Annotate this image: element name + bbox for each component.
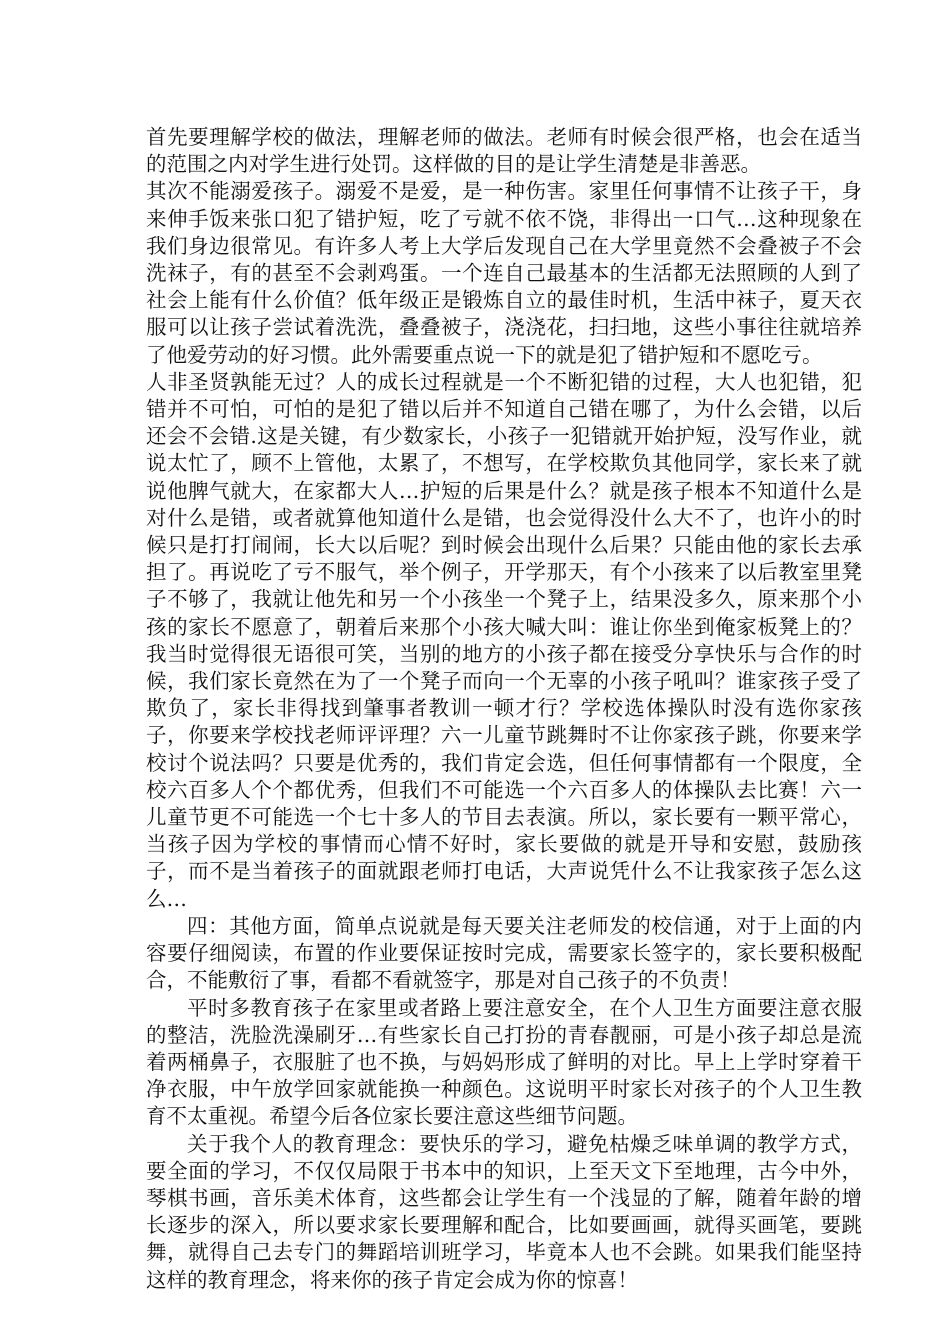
document-page bbox=[146, 124, 862, 1294]
paragraph-other-aspects: 四：其他方面，简单点说就是每天要关注老师发的校信通，对于上面的内容要仔细阅读，布置的作业要保证按时完成，需要家长签字的，家长要积极配合，不能敷衍了事，看都不看就签字，那是对自己孩子的不负责！ bbox=[146, 913, 862, 993]
paragraph-safety-hygiene: 平时多教育孩子在家里或者路上要注意安全，在个人卫生方面要注意衣服的整洁，洗脸洗澡刷牙…有些家长自己打扮的青春靓丽，可是小孩子却总是流着两桶鼻子，衣服脏了也不换，与妈妈形成了鲜明的对比。早上上学时穿着干净衣服，中午放学回家就能换一种颜色。这说明平时家长对孩子的个人卫生教育不太重视。希望今后各位家长要注意这些细节问题。 bbox=[146, 995, 862, 1129]
paragraph-education-philosophy: 关于我个人的教育理念：要快乐的学习，避免枯燥乏味单调的教学方式，要全面的学习，不仅仅局限于书本中的知识，上至天文下至地理，古今中外，琴棋书画，音乐美术体育，这些都会让学生有一个浅显的了解，随着年龄的增长逐步的深入，所以要求家长要理解和配合，比如要画画，就得买画笔，要跳舞，就得自己去专门的舞蹈培训班学习，毕竟本人也不会跳。如果我们能坚持这样的教育理念，将来你的孩子肯定会成为你的惊喜！ bbox=[146, 1131, 862, 1292]
paragraph-no-spoiling: 其次不能溺爱孩子。溺爱不是爱，是一种伤害。家里任何事情不让孩子干，身来伸手饭来张口犯了错护短，吃了亏就不依不饶，非得出一口气…这种现象在我们身边很常见。有许多人考上大学后发现自己在大学里竟然不会叠被子不会洗袜子，有的甚至不会剥鸡蛋。一个连自己最基本的生活都无法照顾的人到了社会上能有什么价值？低年级正是锻炼自立的最佳时机，生活中袜子，夏天衣服可以让孩子尝试着洗洗，叠叠被子，浇浇花，扫扫地，这些小事往往就培养了他爱劳动的好习惯。此外需要重点说一下的就是犯了错护短和不愿吃亏。 bbox=[146, 179, 862, 367]
paragraph-mistakes: 人非圣贤孰能无过？人的成长过程就是一个不断犯错的过程，大人也犯错，犯错并不可怕，可怕的是犯了错以后并不知道自己错在哪了，为什么会错，以后还会不会错.这是关键，有少数家长，小孩子一犯错就开始护短，没写作业，就说太忙了，顾不上管他，太累了，不想写，在学校欺负其他同学，家长来了就说他脾气就大，在家都大人…护短的后果是什么？就是孩子根本不知道什么是对什么是错，或者就算他知道什么是错，也会觉得没什么大不了，也许小的时候只是打打闹闹，长大以后呢？到时候会出现什么后果？只能由他的家长去承担了。再说吃了亏不服气，举个例子，开学那天，有个小孩来了以后教室里凳子不够了，我就让他先和另一个小孩坐一个凳子上，结果没多久，原来那个小孩的家长不愿意了，朝着后来那个小孩大喊大叫：谁让你坐到俺家板凳上的？我当时觉得很无语很可笑，当别的地方的小孩子都在接受分享快乐与合作的时候，我们家长竟然在为了一个凳子而向一个无辜的小孩子吼叫？谁家孩子受了欺负了，家长非得找到肇事者教训一顿才行？学校选体操队时没有选你家孩子，你要来学校找老师评评理？六一儿童节跳舞时不让你家孩子跳，你要来学校讨个说法吗？只要是优秀的，我们肯定会选，但任何事情都有一个限度，全校六百多人个个都优秀，但我们不可能选一个六百多人的体操队去比赛！六一儿童节更不可能选一个七十多人的节目去表演。所以，家长要有一颗平常心，当孩子因为学校的事情而心情不好时，家长要做的就是开导和安慰，鼓励孩子，而不是当着孩子的面就跟老师打电话，大声说凭什么不让我家孩子怎么这么… bbox=[146, 369, 862, 911]
paragraph-understand-school: 首先要理解学校的做法，理解老师的做法。老师有时候会很严格，也会在适当的范围之内对学生进行处罚。这样做的目的是让学生清楚是非善恶。 bbox=[146, 125, 862, 177]
